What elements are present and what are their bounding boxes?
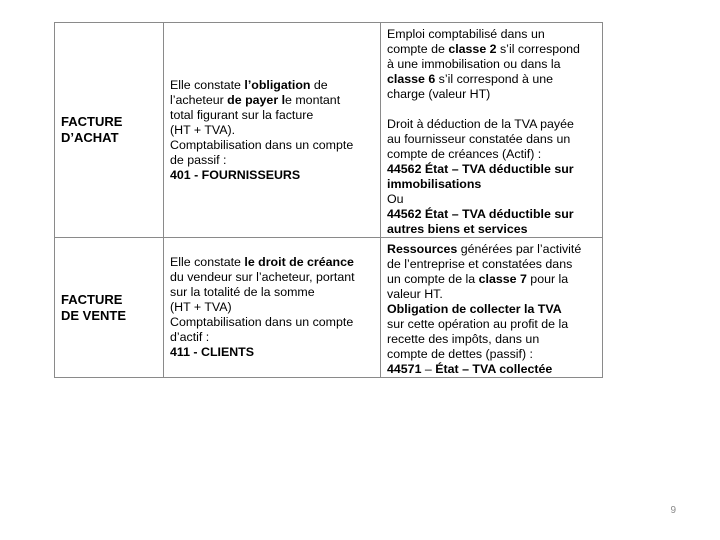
text-line xyxy=(387,87,596,102)
text-run: Comptabilisation dans un compte xyxy=(170,315,354,329)
text-run: – xyxy=(421,362,436,376)
accounting-cell xyxy=(381,238,603,378)
bold-run: État – TVA collectée xyxy=(435,362,553,376)
text-line xyxy=(170,285,374,300)
bold-run: Ressources xyxy=(387,242,458,256)
text-line xyxy=(387,222,596,237)
bold-run: autres biens et services xyxy=(387,222,528,236)
text-line xyxy=(170,270,374,285)
text-run: Elle constate xyxy=(170,77,245,92)
bold-run: classe 2 xyxy=(448,42,497,56)
page-number: 9 xyxy=(670,505,676,516)
text-run: recette des impôts, dans un xyxy=(387,332,540,346)
text-line xyxy=(387,272,596,287)
text-run: (HT + TVA) xyxy=(170,300,232,314)
text-run: à une immobilisation ou dans la xyxy=(387,57,561,71)
text-line xyxy=(170,138,374,153)
text-run: total figurant sur la facture xyxy=(170,107,314,122)
text-line xyxy=(387,257,596,272)
text-line xyxy=(387,317,596,332)
text-line xyxy=(387,57,596,72)
text-line xyxy=(170,315,374,330)
text-run: Emploi comptabilisé dans un xyxy=(387,27,545,41)
text-run: Ou xyxy=(387,192,404,206)
text-line xyxy=(170,300,374,315)
text-run: compte de créances (Actif) : xyxy=(387,147,542,161)
description-cell xyxy=(164,238,381,378)
text-run: sur cette opération au profit de la xyxy=(387,317,569,331)
text-run: pour la xyxy=(526,272,569,286)
text-line xyxy=(387,177,596,192)
text-run: au fournisseur constatée dans un xyxy=(387,132,571,146)
bold-run: 44571 xyxy=(387,362,422,376)
text-line xyxy=(387,162,596,177)
text-line xyxy=(170,255,374,270)
text-line xyxy=(387,147,596,162)
text-run: d’actif : xyxy=(170,330,210,344)
text-run: s’il correspond à une xyxy=(435,72,554,86)
text-line xyxy=(170,153,374,168)
text-run: un compte de la xyxy=(387,272,479,286)
text-line xyxy=(387,72,596,87)
text-run: Elle constate xyxy=(170,255,245,269)
bold-run: immobilisations xyxy=(387,177,482,191)
text-line xyxy=(170,108,374,123)
bold-run: classe 6 xyxy=(387,72,436,86)
text-line xyxy=(170,330,374,345)
bold-run: le droit de créance xyxy=(244,255,354,269)
bold-run: 44562 État – TVA déductible sur xyxy=(387,162,574,176)
text-run: (HT + TVA). xyxy=(170,122,236,137)
table-row-purchase-invoice xyxy=(55,23,603,238)
text-run: Comptabilisation dans un compte xyxy=(170,137,354,152)
text-line xyxy=(387,192,596,207)
text-run: de l’entreprise et constatées dans xyxy=(387,257,573,271)
text-line xyxy=(387,102,596,117)
text-run: compte de dettes (passif) : xyxy=(387,347,534,361)
text-line xyxy=(170,93,374,108)
text-run: s’il correspond xyxy=(496,42,580,56)
accounting-cell xyxy=(381,23,603,238)
text-run: compte de xyxy=(387,42,449,56)
text-line xyxy=(170,78,374,93)
table-row-sales-invoice xyxy=(55,238,603,378)
text-run: l’acheteur xyxy=(170,92,228,107)
row-label-cell xyxy=(55,23,164,238)
text-line xyxy=(387,347,596,362)
text-line xyxy=(387,242,596,257)
text-line xyxy=(170,123,374,138)
bold-run: l’obligation xyxy=(244,77,311,92)
bold-run: 44562 État – TVA déductible sur xyxy=(387,207,574,221)
text-run: e montant xyxy=(285,92,341,107)
text-line xyxy=(387,42,596,57)
text-line xyxy=(387,27,596,42)
row-label: FACTURE DE VENTE xyxy=(61,291,127,323)
bold-run: 401 - FOURNISSEURS xyxy=(170,167,301,182)
text-run: générées par l’activité xyxy=(457,242,582,256)
description-text xyxy=(170,78,374,183)
text-run: charge (valeur HT) xyxy=(387,87,491,101)
text-line xyxy=(387,302,596,317)
text-line xyxy=(387,332,596,347)
text-line xyxy=(387,117,596,132)
text-run: de passif : xyxy=(170,152,227,167)
accounting-text xyxy=(387,27,596,237)
text-line xyxy=(387,207,596,222)
text-line xyxy=(387,132,596,147)
bold-run: de payer l xyxy=(227,92,286,107)
text-line xyxy=(170,345,374,360)
row-label: FACTURE D’ACHAT xyxy=(61,114,123,145)
text-run: Droit à déduction de la TVA payée xyxy=(387,117,574,131)
invoice-accounting-table xyxy=(54,22,603,378)
description-cell xyxy=(164,23,381,238)
text-run: de xyxy=(310,77,328,92)
text-run: sur la totalité de la somme xyxy=(170,285,315,299)
text-line xyxy=(387,362,596,377)
text-line xyxy=(387,287,596,302)
text-line xyxy=(170,168,374,183)
text-run: du vendeur sur l’acheteur, portant xyxy=(170,270,355,284)
accounting-text xyxy=(387,242,596,377)
bold-run: classe 7 xyxy=(478,272,527,286)
bold-run: Obligation de collecter la TVA xyxy=(387,302,562,316)
bold-run: 411 - CLIENTS xyxy=(170,345,255,359)
row-label-cell xyxy=(55,238,164,378)
description-text xyxy=(170,255,374,360)
text-run: valeur HT. xyxy=(387,287,443,301)
